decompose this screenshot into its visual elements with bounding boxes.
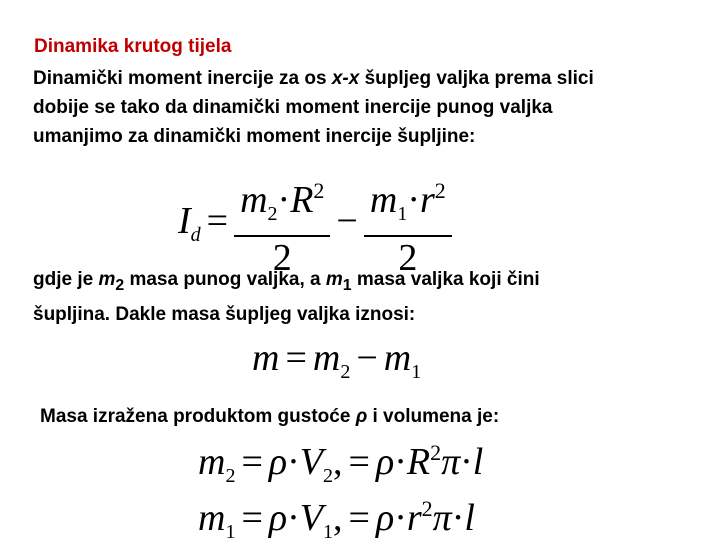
dot-operator: · [277, 179, 291, 221]
radius-symbol: r [419, 179, 435, 221]
volume-symbol: V [299, 441, 324, 483]
equals-sign: = [241, 441, 263, 483]
radius-symbol: r [406, 497, 422, 539]
minus-sign: − [356, 337, 378, 379]
length-symbol: l [464, 497, 475, 539]
fraction-numerator [234, 170, 330, 235]
minus-sign: − [336, 200, 358, 243]
dot-operator: · [394, 497, 407, 539]
mass-symbol: m [240, 179, 268, 221]
dot-operator: · [287, 441, 300, 483]
comma: , [333, 441, 343, 483]
mass-symbol: m [252, 337, 280, 379]
dot-operator: · [460, 441, 473, 483]
mass-subscript: 2 [225, 465, 236, 487]
formula-m2 [198, 440, 483, 488]
pi-symbol: π [441, 441, 461, 483]
intro-text-a: Dinamički moment inercije za os [33, 68, 332, 89]
mass-subscript: 1 [225, 521, 236, 543]
definition-text-c: masa valjka koji čini [351, 269, 540, 290]
radius-symbol: R [290, 179, 314, 221]
definition-line-1 [33, 265, 540, 300]
fraction-numerator [364, 170, 452, 235]
rho-symbol: ρ [375, 497, 395, 539]
dot-operator: · [394, 441, 407, 483]
mass-symbol: m [198, 497, 226, 539]
mass-symbol: m [369, 179, 398, 221]
length-symbol: l [472, 441, 484, 483]
paragraph-intro [33, 64, 594, 151]
m1-subscript: 1 [411, 361, 422, 383]
m2-subscript: 2 [340, 361, 351, 383]
pi-symbol: π [432, 497, 452, 539]
axis-label: x-x [331, 68, 360, 89]
intro-line-2: dobije se tako da dinamički moment inercije punog valjka [33, 97, 553, 118]
volume-subscript: 2 [323, 465, 334, 487]
m2-subscript: 2 [115, 276, 125, 294]
paragraph-mass-definition [33, 265, 540, 329]
slide-title: Dinamika krutog tijela [34, 36, 232, 57]
equals-sign: = [348, 497, 370, 539]
m1-subscript: 1 [342, 276, 352, 294]
mass-subscript: 2 [267, 203, 278, 225]
radius-exponent: 2 [313, 178, 325, 203]
equals-sign: = [206, 200, 229, 243]
paragraph-density [40, 402, 499, 431]
rho-symbol: ρ [268, 441, 288, 483]
equals-sign: = [285, 337, 307, 379]
comma: , [333, 497, 343, 539]
m1-symbol: m [325, 269, 343, 290]
inertia-subscript: d [190, 224, 201, 247]
intro-line-3: umanjimo za dinamički moment inercije šupljine: [33, 126, 476, 147]
radius-exponent: 2 [430, 440, 442, 465]
definition-line-2: šupljina. Dakle masa šupljeg valjka iznosi: [33, 303, 416, 325]
volume-symbol: V [299, 497, 324, 539]
radius-exponent: 2 [434, 178, 446, 203]
rho-symbol: ρ [355, 406, 368, 427]
formula-hollow-mass [252, 336, 421, 384]
formula-moment-of-inertia [178, 170, 452, 279]
radius-symbol: R [406, 441, 431, 483]
rho-symbol: ρ [375, 441, 395, 483]
intro-line-1 [33, 64, 594, 93]
mass-subscript: 1 [397, 203, 408, 225]
mass-symbol: m [198, 441, 226, 483]
intro-text-b: šupljeg valjka prema slici [359, 68, 594, 89]
density-text-a: Masa izražena produktom gustoće [40, 406, 356, 427]
dot-operator: · [287, 497, 300, 539]
inertia-symbol: I [178, 200, 191, 243]
fraction-denominator: 2 [398, 237, 418, 279]
fraction-hollow-part [364, 170, 452, 279]
definition-text-a: gdje je [33, 269, 99, 290]
dot-operator: · [407, 179, 420, 221]
fraction-full-cylinder [234, 170, 330, 279]
radius-exponent: 2 [421, 496, 433, 521]
formula-m1 [198, 496, 475, 544]
volume-subscript: 1 [323, 521, 334, 543]
fraction-denominator: 2 [272, 237, 292, 279]
density-text-b: i volumena je: [367, 406, 500, 427]
m1-symbol: m [383, 337, 412, 379]
m2-symbol: m [98, 269, 116, 290]
equals-sign: = [348, 441, 370, 483]
equals-sign: = [241, 497, 263, 539]
rho-symbol: ρ [268, 497, 288, 539]
definition-text-b: masa punog valjka, a [124, 269, 326, 290]
dot-operator: · [451, 497, 465, 539]
m2-symbol: m [312, 337, 341, 379]
